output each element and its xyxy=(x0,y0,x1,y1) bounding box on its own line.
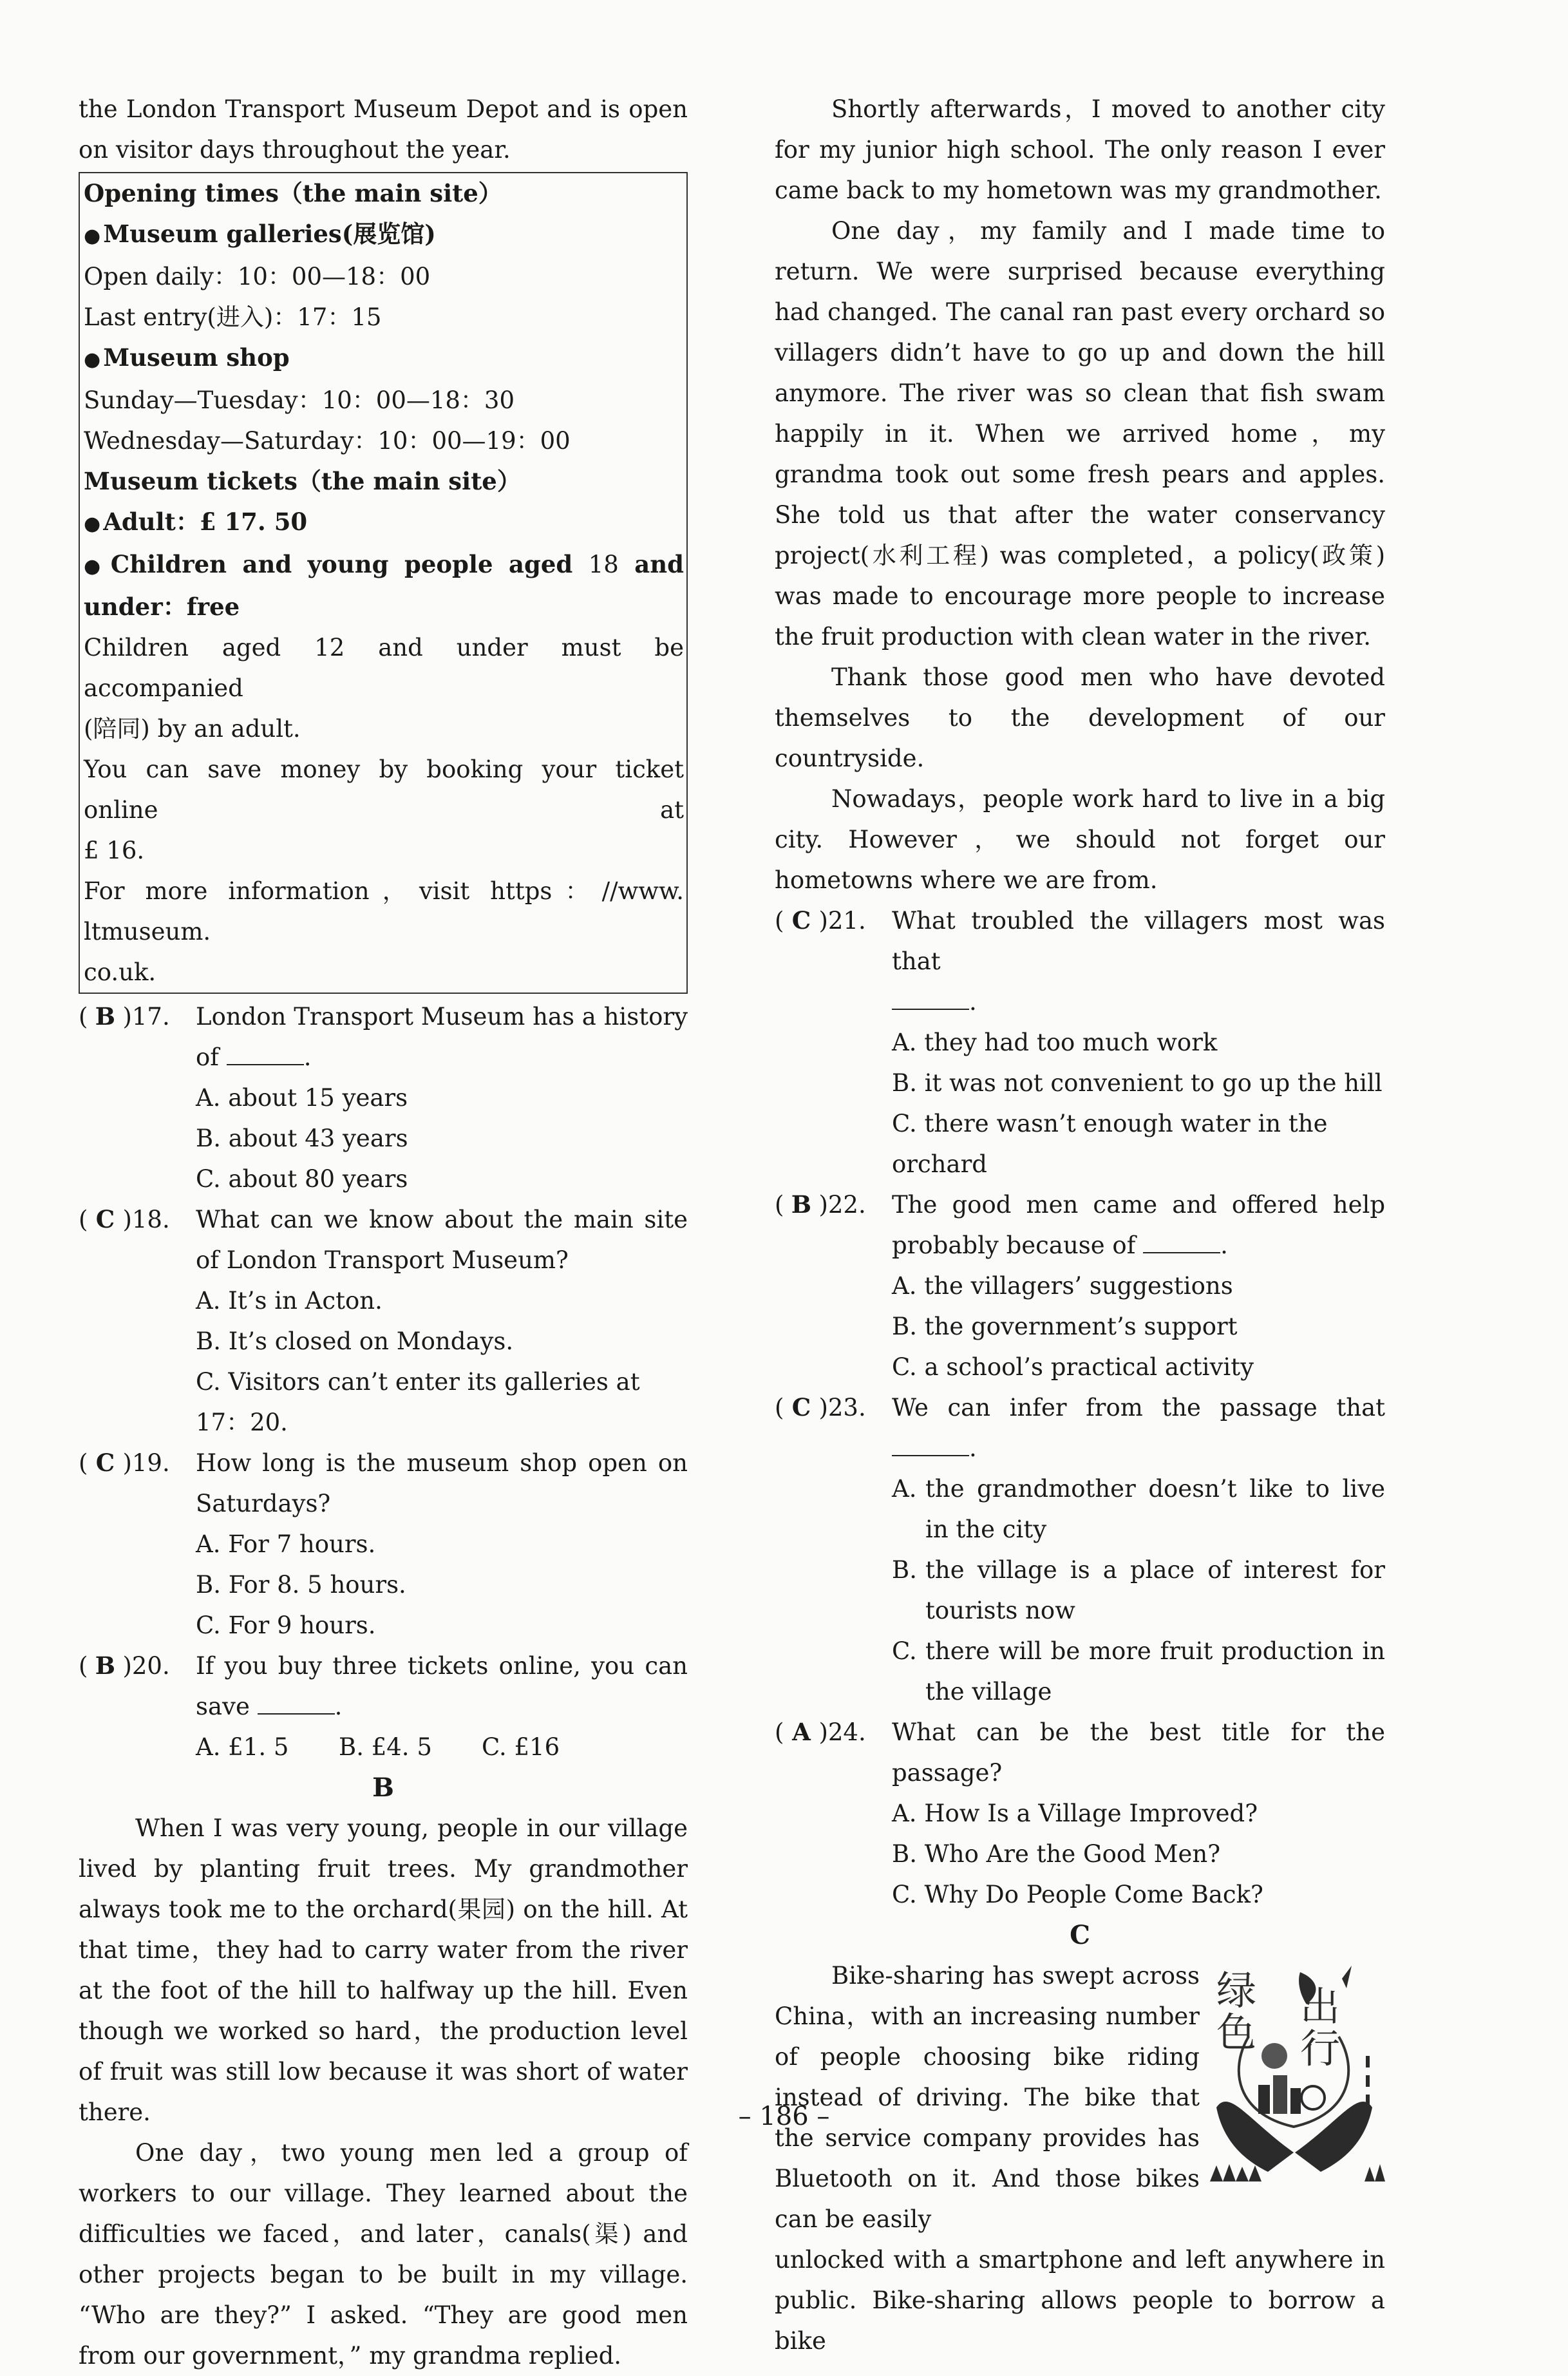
option-b: B. For 8. 5 hours. xyxy=(196,1571,406,1599)
section-b-title: B xyxy=(372,1772,394,1803)
passage-b-paragraph-1: When I was very young, people in our village lived by planting fruit trees. My grandmother always took me to the orchard(果园) on the hill. At that time，they had to carry water from the river at the foot of the hill to halfway up the hill. Even though we worked so hard，the production level of fruit was still low because it was short of water there. xyxy=(79,1814,688,2126)
museum-info-box xyxy=(79,172,688,994)
grass-icon xyxy=(1210,2164,1385,2181)
question-24 xyxy=(775,1712,1385,1793)
question-stem-cont: . xyxy=(775,982,1385,1022)
bullet-icon: ● xyxy=(84,513,101,535)
bullet-icon: ● xyxy=(84,348,101,371)
globe-icon xyxy=(1261,2043,1287,2069)
right-column xyxy=(775,89,1385,2361)
answer-bracket: ( C )23. xyxy=(775,1393,866,1421)
emblem-char-2: 色 xyxy=(1216,2009,1257,2056)
children-price: ● Children and young people aged 18 and xyxy=(84,550,684,578)
passage-b-paragraph-5: Thank those good men who have devoted themselves to the development of our countryside. xyxy=(775,663,1385,772)
question-stem-cont: save . xyxy=(196,1693,343,1720)
answer-bracket: ( C )19. xyxy=(79,1449,170,1477)
option-b: B. It’s closed on Mondays. xyxy=(196,1327,514,1355)
answer-bracket: ( B )20. xyxy=(79,1651,170,1680)
passage-b-paragraph-3: Shortly afterwards，I moved to another city for my junior high school. The only reason I ever came back to my hometown was my grandmother. xyxy=(775,95,1385,204)
question-21 xyxy=(775,900,1385,982)
bullet-icon: ● xyxy=(84,225,101,247)
options-row xyxy=(79,1078,688,1159)
options-row xyxy=(79,1727,688,1767)
question-18 xyxy=(79,1199,688,1280)
options-row xyxy=(79,1524,688,1605)
option-b: B. the village is a place of interest for tourists now xyxy=(892,1556,1385,1624)
option-b: B. Who Are the Good Men? xyxy=(892,1840,1221,1868)
online-saving-2: £ 16. xyxy=(84,837,145,864)
option-b: B. about 43 years xyxy=(196,1125,408,1152)
online-saving-1: You can save money by booking your ticket online at xyxy=(84,756,684,824)
bullet-icon: ● xyxy=(84,555,108,578)
shop-hours-2: Wednesday—Saturday：10：00—19：00 xyxy=(84,427,571,455)
shop-hours-1: Sunday—Tuesday：10：00—18：30 xyxy=(84,386,515,414)
option-c: C. there wasn’t enough water in the orchard xyxy=(892,1110,1328,1178)
option-c: C. there will be more fruit production in the village xyxy=(892,1637,1385,1706)
answer-bracket: ( A )24. xyxy=(775,1718,866,1746)
option-b: B. it was not convenient to go up the hill xyxy=(892,1069,1383,1097)
left-column xyxy=(79,89,688,2376)
question-stem: What can we know about the main site of London Transport Museum? xyxy=(196,1206,688,1274)
question-stem: If you buy three tickets online, you can xyxy=(196,1652,688,1680)
green-travel-emblem-icon xyxy=(1204,1959,1385,2185)
answer-blank xyxy=(227,1042,304,1065)
answer-bracket: ( C )18. xyxy=(79,1205,170,1233)
question-stem: What can be the best title for the passage? xyxy=(892,1718,1385,1787)
option-a: A. they had too much work xyxy=(892,1029,1218,1056)
option-a: A. It’s in Acton. xyxy=(196,1287,383,1315)
question-22 xyxy=(775,1184,1385,1225)
question-stem: What troubled the villagers most was that xyxy=(892,907,1385,975)
passage-c-paragraph-1-cont: unlocked with a smartphone and left anywhere in public. Bike-sharing allows people to borrow a bike xyxy=(775,2246,1385,2355)
option-c: C. For 9 hours. xyxy=(196,1611,376,1639)
accompany-note-2: (陪同) by an adult. xyxy=(84,715,301,743)
option-a: A. £1. 5 xyxy=(196,1733,289,1761)
question-stem: We can infer from the passage that . xyxy=(892,1394,1385,1462)
option-c: C. Visitors can’t enter its galleries at 17：20. xyxy=(196,1368,640,1436)
dash-icon xyxy=(1366,2056,1370,2067)
answer-blank xyxy=(892,1433,969,1456)
shop-title: ● Museum shop xyxy=(84,343,290,372)
adult-price: ● Adult：£ 17. 50 xyxy=(84,508,308,536)
option-a: A. For 7 hours. xyxy=(196,1530,376,1558)
children-price-cont: under：free xyxy=(84,593,240,621)
accompany-note-1: Children aged 12 and under must be accompanied xyxy=(84,634,684,702)
option-b: B. £4. 5 xyxy=(339,1733,432,1761)
option-a: A. How Is a Village Improved? xyxy=(892,1800,1258,1827)
info-link-2: co.uk. xyxy=(84,958,156,986)
info-link-1: For more information，visit https：//www. ltmuseum. xyxy=(84,877,684,946)
answer-blank xyxy=(1143,1230,1220,1253)
intro-text: the London Transport Museum Depot and is open on visitor days throughout the year. xyxy=(79,95,688,164)
option-c: C. Why Do People Come Back? xyxy=(892,1881,1263,1908)
option-c: C. £16 xyxy=(482,1733,560,1761)
question-19 xyxy=(79,1443,688,1524)
passage-b-paragraph-6: Nowadays，people work hard to live in a big city. However，we should not forget our hometowns where we are from. xyxy=(775,785,1385,894)
answer-bracket: ( B )17. xyxy=(79,1002,170,1031)
emblem-char-1: 绿 xyxy=(1216,1967,1257,2014)
tickets-title: Museum tickets（the main site） xyxy=(84,467,521,495)
question-stem: How long is the museum shop open on Saturdays? xyxy=(196,1449,688,1517)
answer-blank xyxy=(258,1691,335,1715)
option-a: A. the grandmother doesn’t like to live in the city xyxy=(892,1475,1385,1543)
option-a: A. about 15 years xyxy=(196,1084,408,1112)
question-17 xyxy=(79,996,688,1037)
passage-c xyxy=(775,1955,1385,2361)
option-c: C. about 80 years xyxy=(196,1165,408,1193)
option-a: A. the villagers’ suggestions xyxy=(892,1272,1233,1300)
section-c-title: C xyxy=(1070,1920,1090,1950)
opening-times-title: Opening times（the main site） xyxy=(84,179,502,207)
leaf-icon xyxy=(1342,1966,1352,1988)
page-number: – 186 – xyxy=(738,2102,830,2131)
option-b: B. the government’s support xyxy=(892,1313,1238,1340)
galleries-title: ● Museum galleries(展览馆) xyxy=(84,220,436,248)
answer-blank xyxy=(892,987,969,1010)
emblem-char-3: 出 xyxy=(1300,1983,1341,2030)
passage-b-paragraph-2: One day，two young men led a group of workers to our village. They learned about the difficulties we faced，and later，canals(渠) and other projects began to be built in my village. “Who are they?” I asked. “They are good men from our government，” my grandma replied. xyxy=(79,2139,688,2370)
dash-icon xyxy=(1366,2075,1370,2087)
passage-b-paragraph-4: One day，my family and I made time to return. We were surprised because everything had changed. The canal ran past every orchard so villagers didn’t have to go up and down the hill anymore. The river was so clean that fish swam happily in it. When we arrived home，my grandma took out some fresh pears and apples. She told us that after the water conservancy project(水利工程) was completed，a policy(政策) was made to encourage more people to increase the fruit production with clean water in the river. xyxy=(775,217,1385,651)
question-stem: The good men came and offered help xyxy=(892,1191,1385,1219)
question-stem-cont: of . xyxy=(196,1043,312,1071)
question-23 xyxy=(775,1387,1385,1468)
galleries-last-entry: Last entry(进入)：17：15 xyxy=(84,303,382,331)
question-stem: London Transport Museum has a history xyxy=(196,1003,688,1031)
option-c: C. a school’s practical activity xyxy=(892,1353,1254,1381)
question-stem-cont: probably because of . xyxy=(892,1231,1228,1259)
answer-bracket: ( B )22. xyxy=(775,1190,866,1219)
answer-bracket: ( C )21. xyxy=(775,906,866,935)
galleries-open-hours: Open daily：10：00—18：00 xyxy=(84,263,431,290)
question-20 xyxy=(79,1646,688,1686)
emblem-char-4: 行 xyxy=(1300,2025,1341,2072)
passage-c-paragraph-1: Bike-sharing has swept across China，with an increasing number of people choosing bike riding instead of driving. The bike that the service company provides has Bluetooth on it. And those bikes can be easily xyxy=(775,1962,1200,2233)
